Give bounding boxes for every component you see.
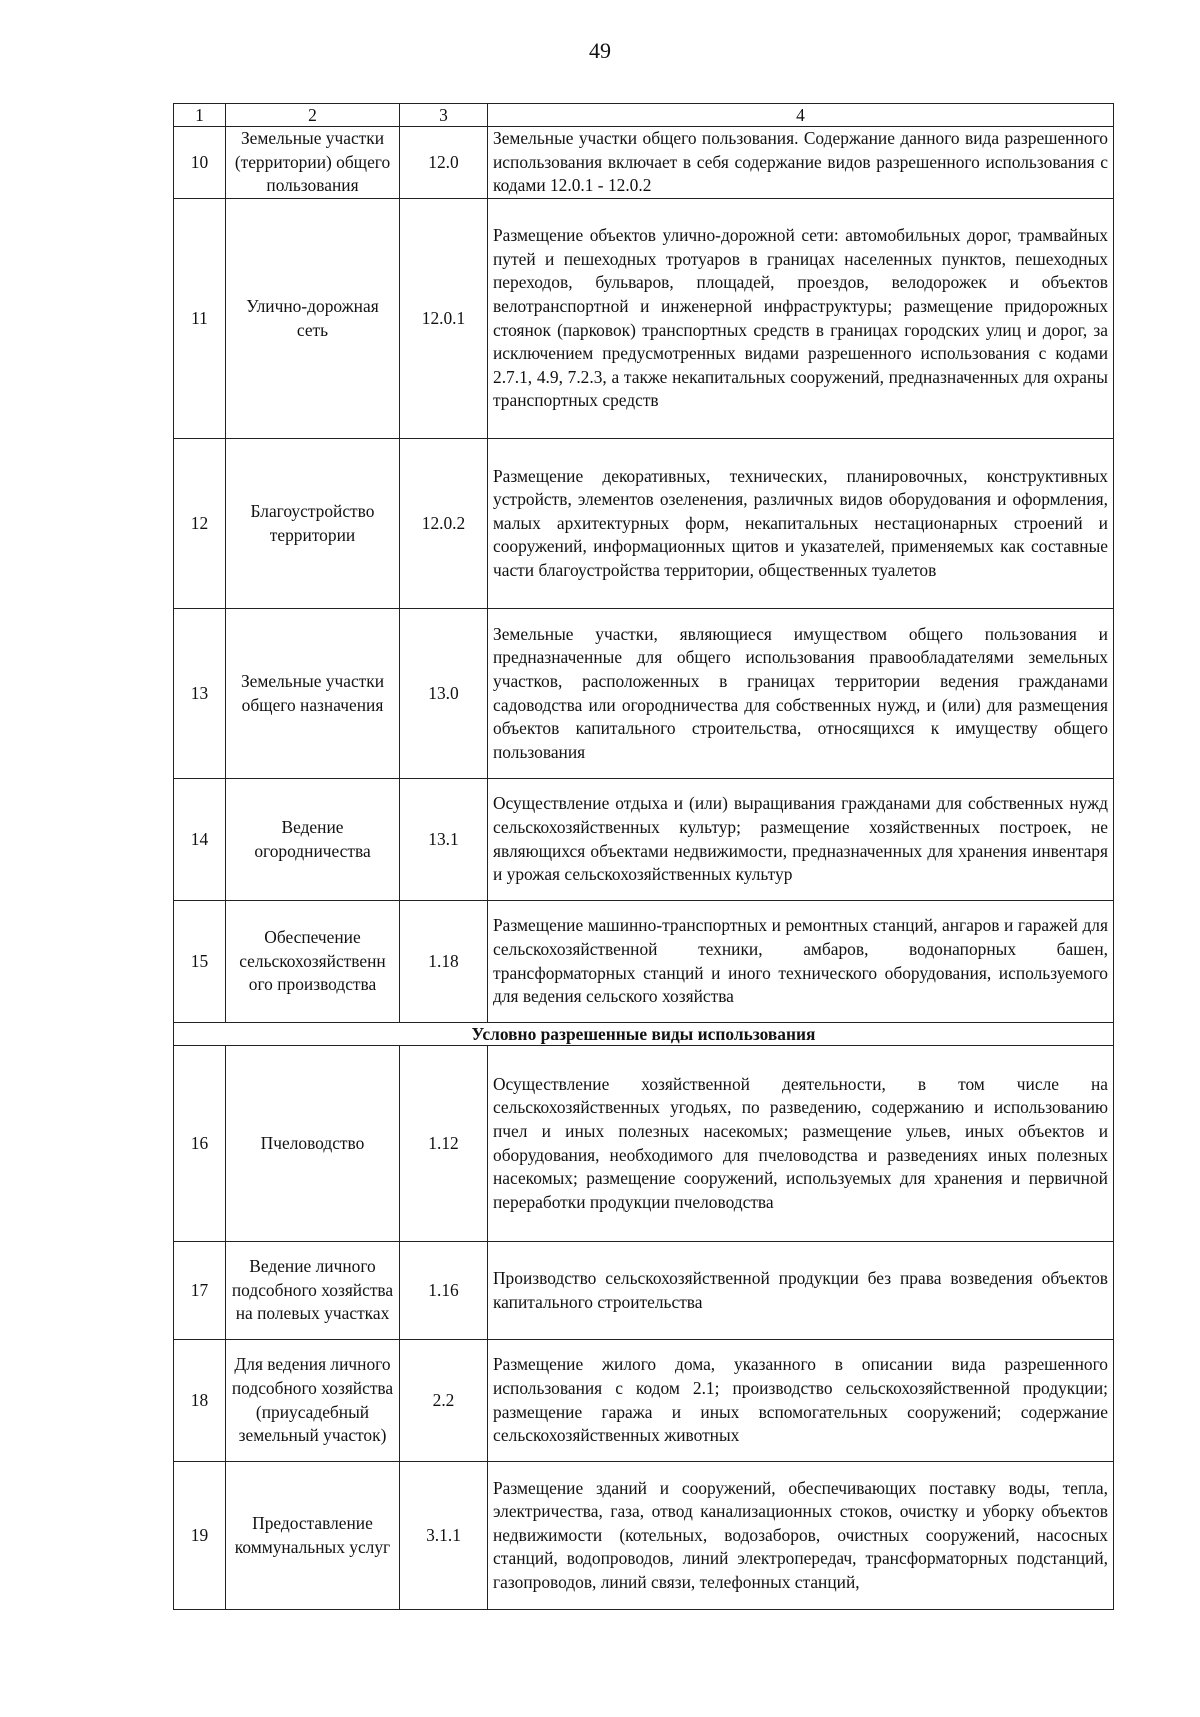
use-type-description: Размещение объектов улично-дорожной сети: автомобильных дорог, трамвайных путей и пешеходных тротуаров в границах населенных пунктов, пешеходных переходов, бульваров, площадей, проездов, велодорожек и объектов велотранспортной и инженерной инфраструктуры; размещение придорожных стоянок (парковок) транспортных средств в границах городских улиц и дорог, за исключением предусмотренных видами разрешенного использования с кодами 2.7.1, 4.9, 7.2.3, а также некапитальных сооружений, предназначенных для охраны транспортных средств xyxy=(488,199,1114,439)
use-type-description: Размещение декоративных, технических, планировочных, конструктивных устройств, элементов озеленения, различных видов оборудования и оформления, малых архитектурных форм, некапитальных нестационарных строений и сооружений, информационных щитов и указателей, применяемых как составные части благоустройства территории, общественных туалетов xyxy=(488,439,1114,609)
use-type-description: Осуществление отдыха и (или) выращивания гражданами для собственных нужд сельскохозяйственных культур; размещение хозяйственных построек, не являющихся объектами недвижимости, предназначенных для хранения инвентаря и урожая сельскохозяйственных культур xyxy=(488,779,1114,901)
use-type-name: Предоставление коммунальных услуг xyxy=(226,1462,400,1610)
table-row xyxy=(174,1046,1114,1242)
table-row xyxy=(174,901,1114,1023)
use-type-description: Размещение зданий и сооружений, обеспечивающих поставку воды, тепла, электричества, газа, отвод канализационных стоков, очистку и уборку объектов недвижимости (котельных, водозаборов, очистных сооружений, насосных станций, водопроводов, линий электропередач, трансформаторных подстанций, газопроводов, линий связи, телефонных станций, xyxy=(488,1462,1114,1610)
row-number: 11 xyxy=(174,199,226,439)
use-type-name: Земельные участки (территории) общего пользования xyxy=(226,127,400,199)
use-type-description: Осуществление хозяйственной деятельности, в том числе на сельскохозяйственных угодьях, по разведению, содержанию и использованию пчел и иных полезных насекомых; размещение ульев, иных объектов и оборудования, необходимого для пчеловодства и разведениях иных полезных насекомых; размещение сооружений, используемых для хранения и первичной переработки продукции пчеловодства xyxy=(488,1046,1114,1242)
row-number: 19 xyxy=(174,1462,226,1610)
table-row xyxy=(174,1242,1114,1340)
table-header-row xyxy=(174,104,1114,127)
section-title: Условно разрешенные виды использования xyxy=(174,1023,1114,1046)
use-type-name: Пчеловодство xyxy=(226,1046,400,1242)
use-type-description: Размещение жилого дома, указанного в описании вида разрешенного использования с кодом 2.1; производство сельскохозяйственной продукции; размещение гаража и иных вспомогательных сооружений; содержание сельскохозяйственных животных xyxy=(488,1340,1114,1462)
row-number: 14 xyxy=(174,779,226,901)
use-type-description: Земельные участки, являющиеся имуществом общего пользования и предназначенные для общего использования правообладателями земельных участков, расположенных в границах территории ведения гражданами садоводства или огородничества для собственных нужд, и (или) для размещения объектов капитального строительства, относящихся к имуществу общего пользования xyxy=(488,609,1114,779)
use-type-name: Для ведения личного подсобного хозяйства (приусадебный земельный участок) xyxy=(226,1340,400,1462)
table-row xyxy=(174,609,1114,779)
page-number: 49 xyxy=(589,38,611,63)
column-header-2: 2 xyxy=(226,104,400,127)
use-type-code: 12.0.1 xyxy=(400,199,488,439)
use-type-code: 12.0 xyxy=(400,127,488,199)
use-type-name: Благоустройство территории xyxy=(226,439,400,609)
row-number: 18 xyxy=(174,1340,226,1462)
table-row xyxy=(174,127,1114,199)
use-type-code: 13.1 xyxy=(400,779,488,901)
row-number: 15 xyxy=(174,901,226,1023)
table-row xyxy=(174,199,1114,439)
use-type-description: Производство сельскохозяйственной продукции без права возведения объектов капитального строительства xyxy=(488,1242,1114,1340)
table-row xyxy=(174,439,1114,609)
row-number: 17 xyxy=(174,1242,226,1340)
use-type-name: Обеспечение сельскохозяйственн ого производства xyxy=(226,901,400,1023)
column-header-4: 4 xyxy=(488,104,1114,127)
use-type-name: Земельные участки общего назначения xyxy=(226,609,400,779)
row-number: 16 xyxy=(174,1046,226,1242)
use-type-code: 1.18 xyxy=(400,901,488,1023)
land-use-table xyxy=(173,103,1114,1610)
use-type-description: Размещение машинно-транспортных и ремонтных станций, ангаров и гаражей для сельскохозяйственной техники, амбаров, водонапорных башен, трансформаторных станций и иного технического оборудования, используемого для ведения сельского хозяйства xyxy=(488,901,1114,1023)
use-type-name: Ведение личного подсобного хозяйства на полевых участках xyxy=(226,1242,400,1340)
row-number: 10 xyxy=(174,127,226,199)
use-type-code: 1.16 xyxy=(400,1242,488,1340)
use-type-code: 12.0.2 xyxy=(400,439,488,609)
table-row xyxy=(174,1340,1114,1462)
row-number: 13 xyxy=(174,609,226,779)
column-header-1: 1 xyxy=(174,104,226,127)
use-type-name: Улично-дорожная сеть xyxy=(226,199,400,439)
table-row xyxy=(174,1462,1114,1610)
use-type-code: 13.0 xyxy=(400,609,488,779)
use-type-name: Ведение огородничества xyxy=(226,779,400,901)
row-number: 12 xyxy=(174,439,226,609)
use-type-code: 2.2 xyxy=(400,1340,488,1462)
section-header-row xyxy=(174,1023,1114,1046)
use-type-code: 1.12 xyxy=(400,1046,488,1242)
column-header-3: 3 xyxy=(400,104,488,127)
use-type-code: 3.1.1 xyxy=(400,1462,488,1610)
table-row xyxy=(174,779,1114,901)
use-type-description: Земельные участки общего пользования. Содержание данного вида разрешенного использования включает в себя содержание видов разрешенного использования с кодами 12.0.1 - 12.0.2 xyxy=(488,127,1114,199)
